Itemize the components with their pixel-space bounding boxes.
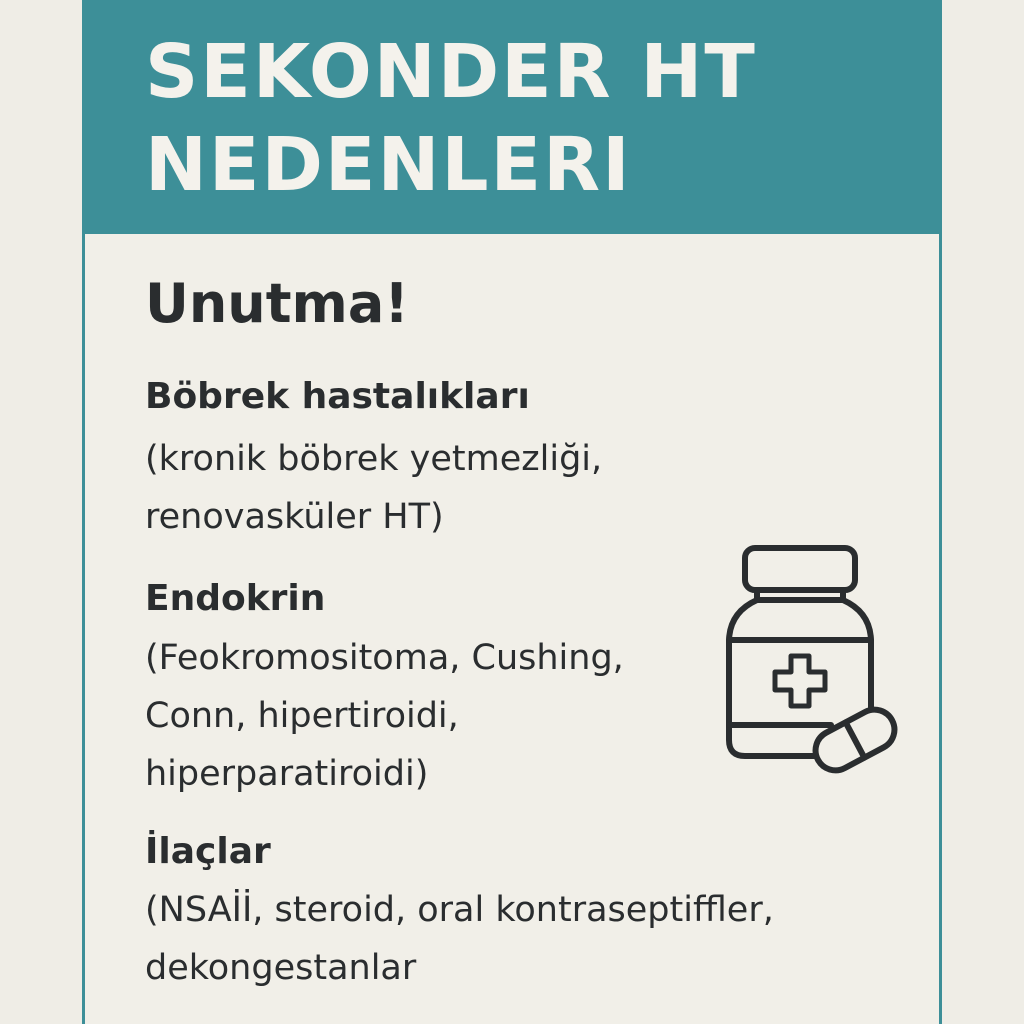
title-line-2: NEDENLERI [145, 122, 632, 208]
cross-icon [775, 656, 825, 706]
header-banner [85, 0, 939, 234]
bottle-cap [745, 548, 855, 590]
pill-icon [809, 703, 902, 778]
section-heading-kidney: Böbrek hastalıkları [145, 376, 530, 417]
subtitle: Unutma! [145, 272, 409, 335]
section-detail-endocrine: (Feokromositoma, Cushing, Conn, hipertiroidi, hiperparatiroidi) [145, 638, 624, 794]
medicine-bottle-icon [715, 540, 915, 780]
section-detail-kidney: (kronik böbrek yetmezliği, renovasküler HT) [145, 439, 603, 537]
info-card [82, 0, 942, 1024]
section-heading-drugs: İlaçlar [145, 831, 271, 872]
section-heading-endocrine: Endokrin [145, 578, 326, 619]
section-detail-drugs: (NSAİİ, steroid, oral kontraseptiffler, dekongestanlar [145, 890, 774, 988]
title-line-1: SEKONDER HT [145, 29, 757, 115]
